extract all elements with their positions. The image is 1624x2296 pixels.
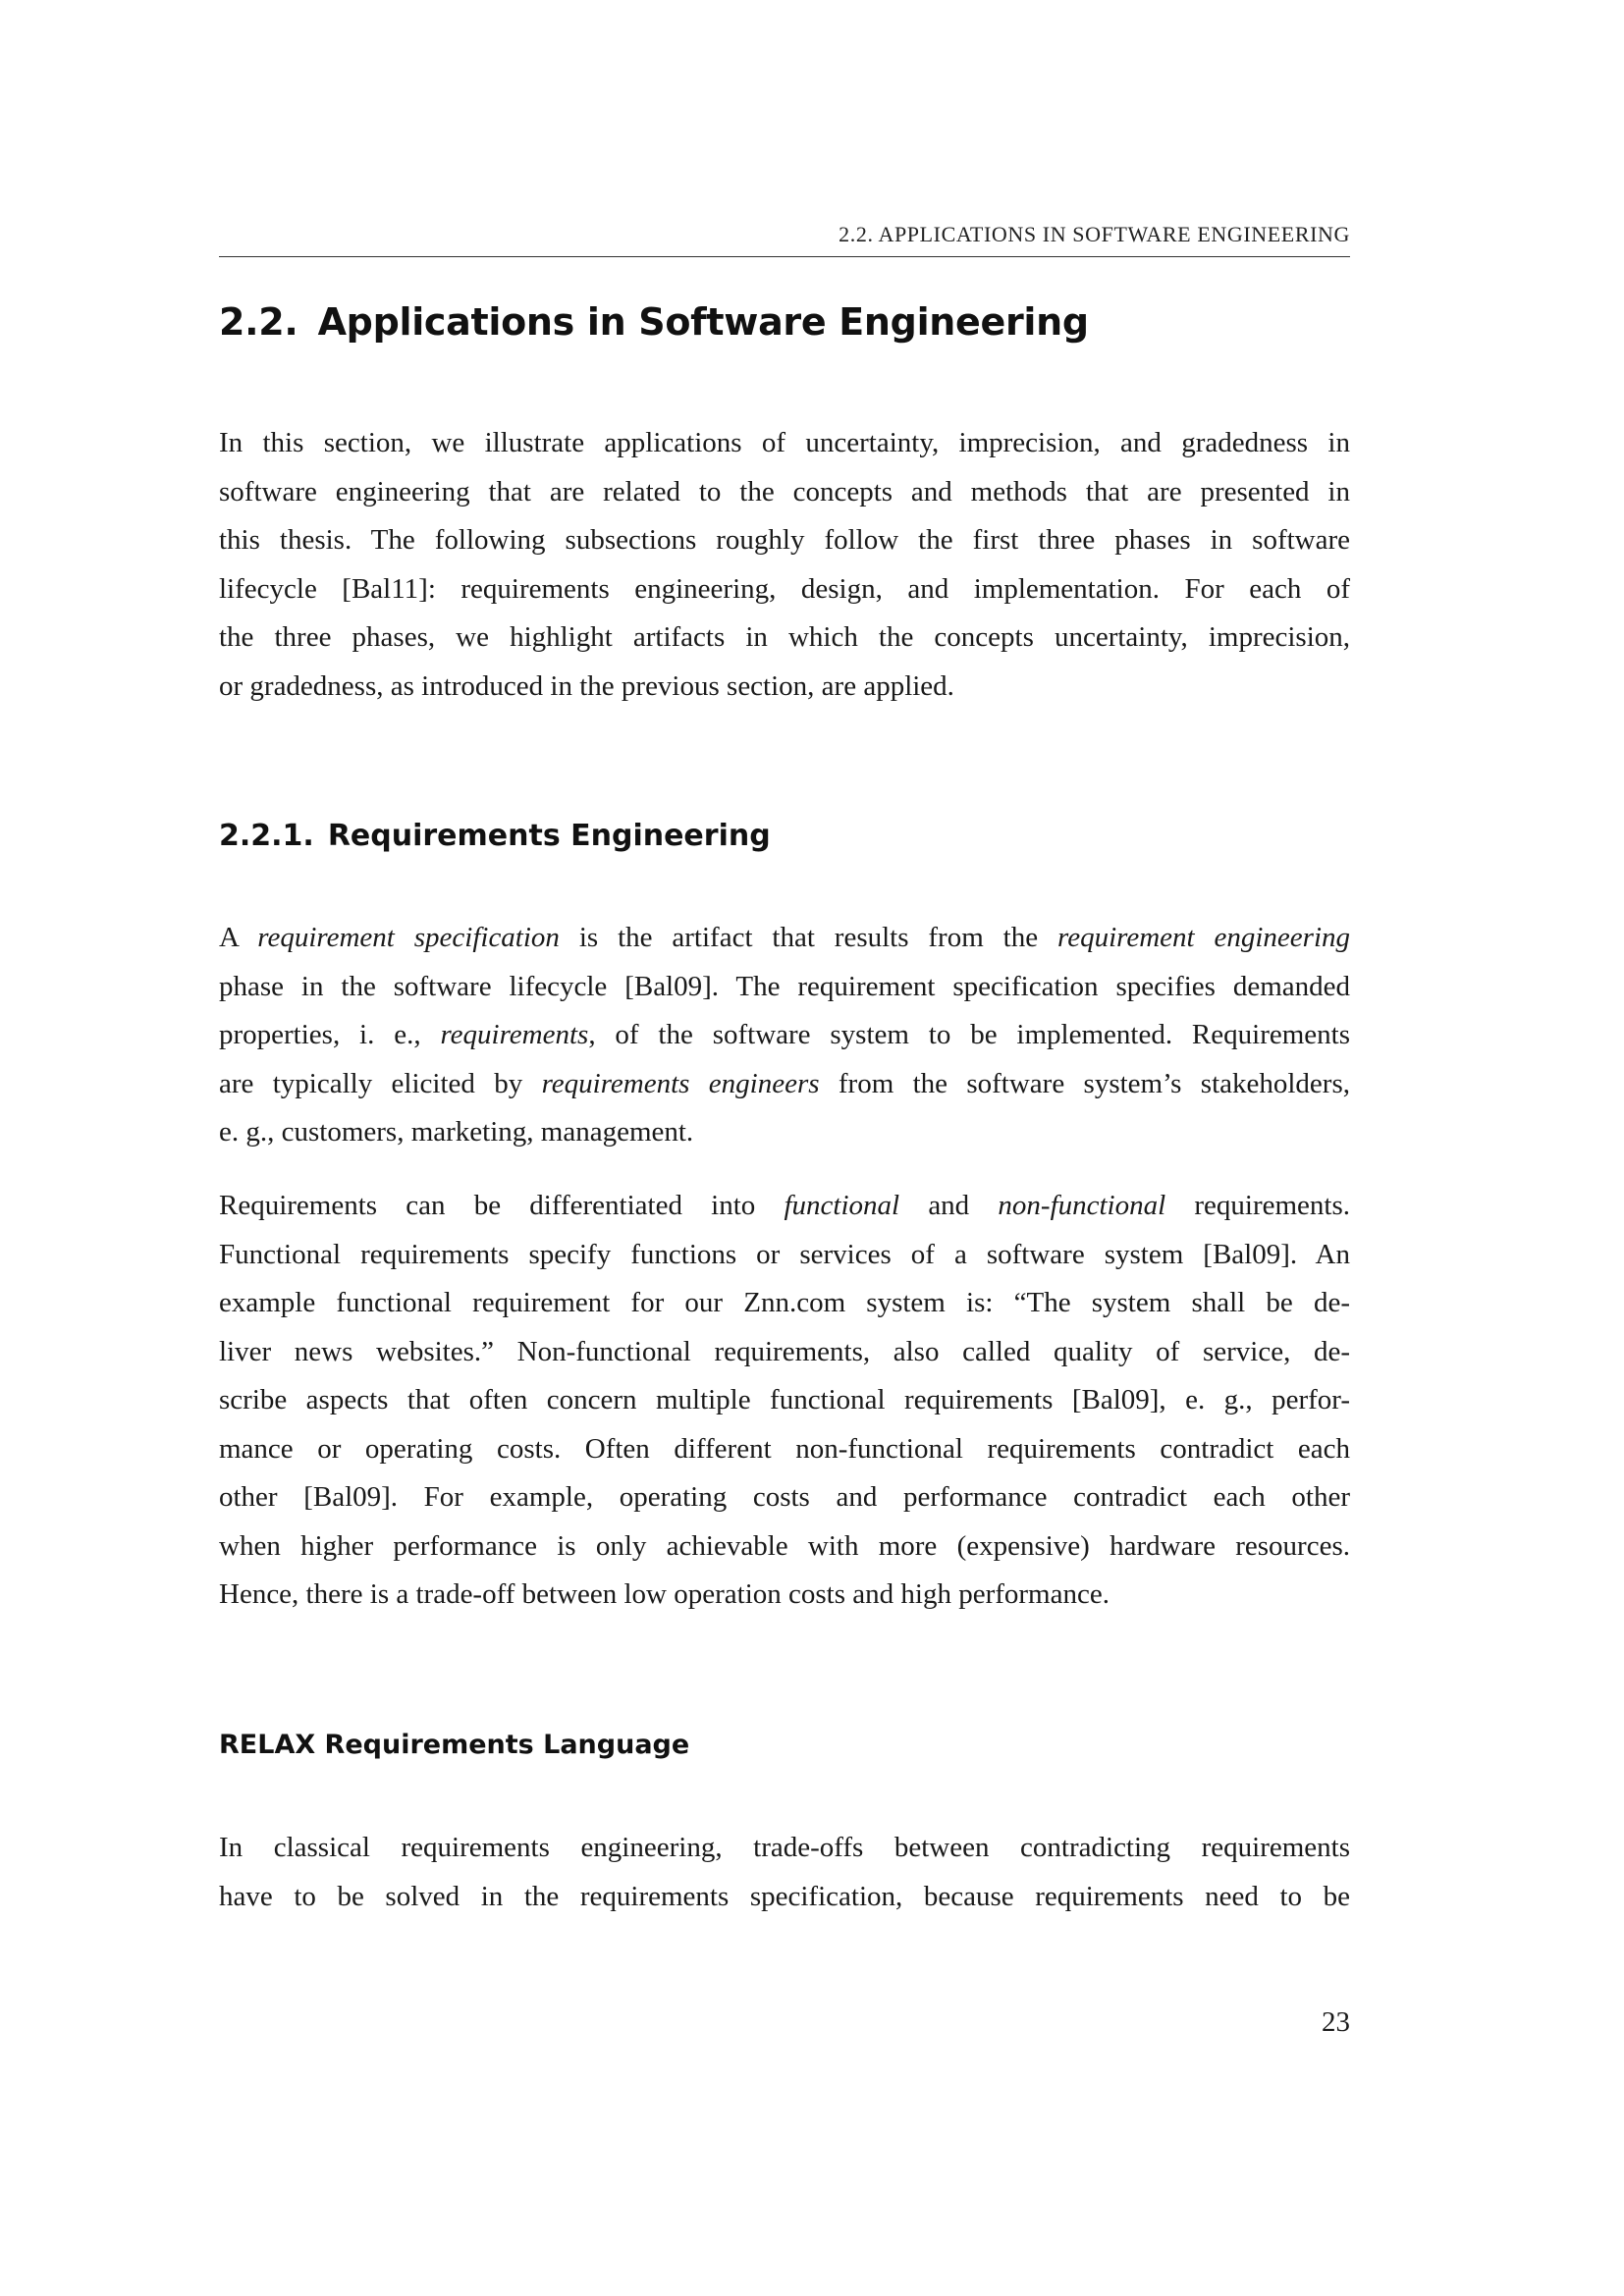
text-line	[219, 1011, 1350, 1060]
text-run: Requirements can be differentiated into	[219, 1190, 785, 1221]
text-line: example functional requirement for our Znn.com system is: “The system shall be de-	[219, 1287, 1350, 1318]
intro-paragraph	[219, 419, 1350, 711]
document-page	[219, 0, 1350, 2296]
running-header: 2.2. APPLICATIONS IN SOFTWARE ENGINEERING	[839, 222, 1350, 246]
text-line: In this section, we illustrate applications of uncertainty, imprecision, and gradedness in	[219, 427, 1350, 458]
header-rule	[219, 256, 1350, 257]
text-line: Functional requirements specify functions or services of a software system [Bal09]. An	[219, 1238, 1350, 1270]
subsection-title	[219, 819, 771, 853]
text-run: and	[899, 1190, 999, 1221]
section-title-text: Applications in Software Engineering	[317, 300, 1089, 344]
paragraph-heading: RELAX Requirements Language	[219, 1730, 690, 1760]
requirement-specification-paragraph	[219, 914, 1350, 1157]
subsection-number: 2.2.1.	[219, 819, 314, 853]
text-line: have to be solved in the requirements specification, because requirements need to be	[219, 1880, 1350, 1912]
relax-paragraph	[219, 1824, 1350, 1921]
text-line	[219, 1060, 1350, 1109]
text-line	[219, 1182, 1350, 1231]
text-line: this thesis. The following subsections roughly follow the first three phases in software	[219, 524, 1350, 556]
emphasis-term: requirements	[440, 1019, 589, 1050]
emphasis-term: non-functional	[998, 1190, 1166, 1221]
text-line: Hence, there is a trade-off between low operation costs and high performance.	[219, 1578, 1110, 1610]
page-number: 23	[1322, 2006, 1350, 2038]
text-line: mance or operating costs. Often different non-functional requirements contradict each	[219, 1432, 1350, 1465]
text-line: software engineering that are related to the concepts and methods that are presented in	[219, 475, 1350, 507]
emphasis-term: requirements engineers	[541, 1067, 820, 1099]
text-run: from the software system’s stakeholders,	[819, 1067, 1350, 1099]
text-run: A	[219, 922, 258, 953]
text-line: phase in the software lifecycle [Bal09]. The requirement specification specifies demanded	[219, 970, 1350, 1002]
text-line	[219, 914, 1350, 963]
text-line: scribe aspects that often concern multiple functional requirements [Bal09], e. g., perfor-	[219, 1384, 1350, 1415]
emphasis-term: requirement engineering	[1057, 922, 1351, 953]
subsection-title-text: Requirements Engineering	[327, 819, 771, 853]
text-line: In classical requirements engineering, trade-offs between contradicting requirements	[219, 1832, 1350, 1863]
text-line: the three phases, we highlight artifacts in which the concepts uncertainty, imprecision,	[219, 621, 1350, 653]
text-line: e. g., customers, marketing, management.	[219, 1116, 694, 1148]
text-line: liver news websites.” Non-functional requirements, also called quality of service, de-	[219, 1335, 1350, 1367]
emphasis-term: requirement specification	[257, 922, 560, 953]
text-run: , of the software system to be implemented. Requirements	[588, 1019, 1350, 1050]
text-run: requirements.	[1165, 1190, 1351, 1221]
text-run: are typically elicited by	[219, 1067, 542, 1099]
emphasis-term: functional	[784, 1190, 900, 1221]
text-line: when higher performance is only achievable with more (expensive) hardware resources.	[219, 1529, 1350, 1562]
text-line: other [Bal09]. For example, operating costs and performance contradict each other	[219, 1481, 1350, 1513]
text-line: lifecycle [Bal11]: requirements engineering, design, and implementation. For each of	[219, 572, 1350, 605]
functional-requirements-paragraph	[219, 1182, 1350, 1620]
text-run: properties, i. e.,	[219, 1019, 441, 1050]
section-number: 2.2.	[219, 300, 298, 344]
text-run: is the artifact that results from the	[559, 922, 1058, 953]
text-line: or gradedness, as introduced in the previous section, are applied.	[219, 669, 954, 702]
section-title	[219, 300, 1089, 344]
